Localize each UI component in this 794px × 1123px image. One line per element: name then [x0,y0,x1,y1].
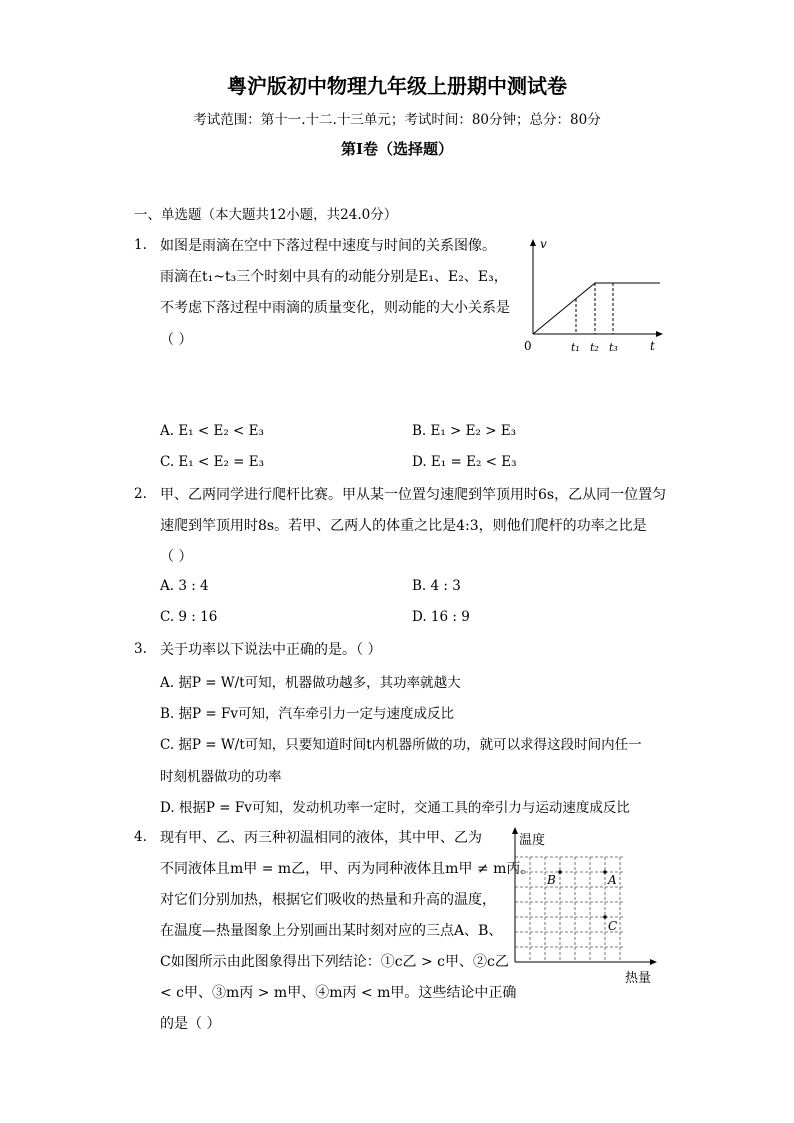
q1-velocity-time-graph [518,232,668,357]
q1-option-d[interactable]: D. E₁ = E₂ < E₃ [412,454,517,470]
q2-option-a[interactable]: A. 3 : 4 [160,578,209,594]
q4-line-5: C如图所示由此图象得出下列结论：①c乙 > c甲、②c乙 [160,954,509,970]
exam-info: 考试范围：第十一.十二.十三单元；考试时间：80分钟；总分：80分 [193,112,601,128]
q4-temperature-heat-graph [500,826,665,986]
q1-graph-xlabel: t [650,339,655,353]
section-heading: 一、单选题（本大题共12小题，共24.0分） [134,207,398,223]
q2-line-3: （ ） [160,549,193,565]
q4-line-4: 在温度—热量图象上分别画出某时刻对应的三点A、B、 [160,923,503,939]
q1-line-1: 如图是雨滴在空中下落过程中速度与时间的关系图像。 [160,238,496,254]
q3-number: 3. [134,641,147,657]
q3-option-c-cont[interactable]: 时刻机器做功的功率 [160,769,282,785]
q3-option-a[interactable]: A. 据P = W/t可知，机器做功越多，其功率就越大 [160,675,461,691]
q1-option-c[interactable]: C. E₁ < E₂ = E₃ [160,454,265,470]
q2-option-d[interactable]: D. 16 : 9 [412,609,470,625]
q1-option-a[interactable]: A. E₁ < E₂ < E₃ [160,423,264,439]
q2-option-c[interactable]: C. 9 : 16 [160,609,218,625]
volume-title: 第Ⅰ卷（选择题） [340,140,454,158]
q1-graph-origin: 0 [524,339,532,353]
q4-point-a: A [608,873,617,887]
q1-option-b[interactable]: B. E₁ > E₂ > E₃ [412,423,517,439]
q2-line-1: 甲、乙两同学进行爬杆比赛。甲从某一位置匀速爬到竿顶用时6s，乙从同一位置匀 [160,487,667,503]
q4-line-3: 对它们分别加热，根据它们吸收的热量和升高的温度， [160,892,496,908]
q3-stem: 关于功率以下说法中正确的是。（ ） [160,642,382,658]
q1-graph-tick-t3: t₃ [609,341,618,354]
q2-option-b[interactable]: B. 4 : 3 [412,578,461,594]
q4-line-6: < c甲、③m丙 > m甲、④m丙 < m甲。这些结论中正确 [160,985,517,1001]
q1-line-4: （ ） [160,332,193,348]
q1-graph-tick-t2: t₂ [590,341,599,354]
q4-line-7: 的是（ ） [160,1016,221,1032]
q4-line-2: 不同液体且m甲 = m乙，甲、丙为同种液体且m甲 ≠ m丙。 [160,861,535,877]
q2-line-2: 速爬到竿顶用时8s。若甲、乙两人的体重之比是4:3，则他们爬杆的功率之比是 [160,518,647,534]
page-title: 粤沪版初中物理九年级上册期中测试卷 [227,74,567,98]
q4-number: 4. [134,829,147,845]
q1-line-3: 不考虑下落过程中雨滴的质量变化，则动能的大小关系是 [160,300,510,316]
q1-graph-ylabel: v [540,237,547,251]
q1-graph-tick-t1: t₁ [571,341,580,354]
q1-line-2: 雨滴在t₁~t₃三个时刻中具有的动能分别是E₁、E₂、E₃， [160,269,508,285]
q4-graph-xlabel: 热量 [625,971,652,986]
q1-number: 1. [134,237,147,253]
q3-option-b[interactable]: B. 据P = Fv可知，汽车牵引力一定与速度成反比 [160,706,454,722]
q4-point-c: C [608,919,618,933]
q2-number: 2. [134,486,147,502]
q3-option-c[interactable]: C. 据P = W/t可知，只要知道时间t内机器所做的功，就可以求得这段时间内任一 [160,737,642,753]
q3-option-d[interactable]: D. 根据P = Fv可知，发动机功率一定时，交通工具的牵引力与运动速度成反比 [160,800,630,816]
q4-line-1: 现有甲、乙、丙三种初温相同的液体，其中甲、乙为 [160,830,482,846]
q4-graph-ylabel: 温度 [519,833,546,848]
q4-point-b: B [547,873,556,887]
